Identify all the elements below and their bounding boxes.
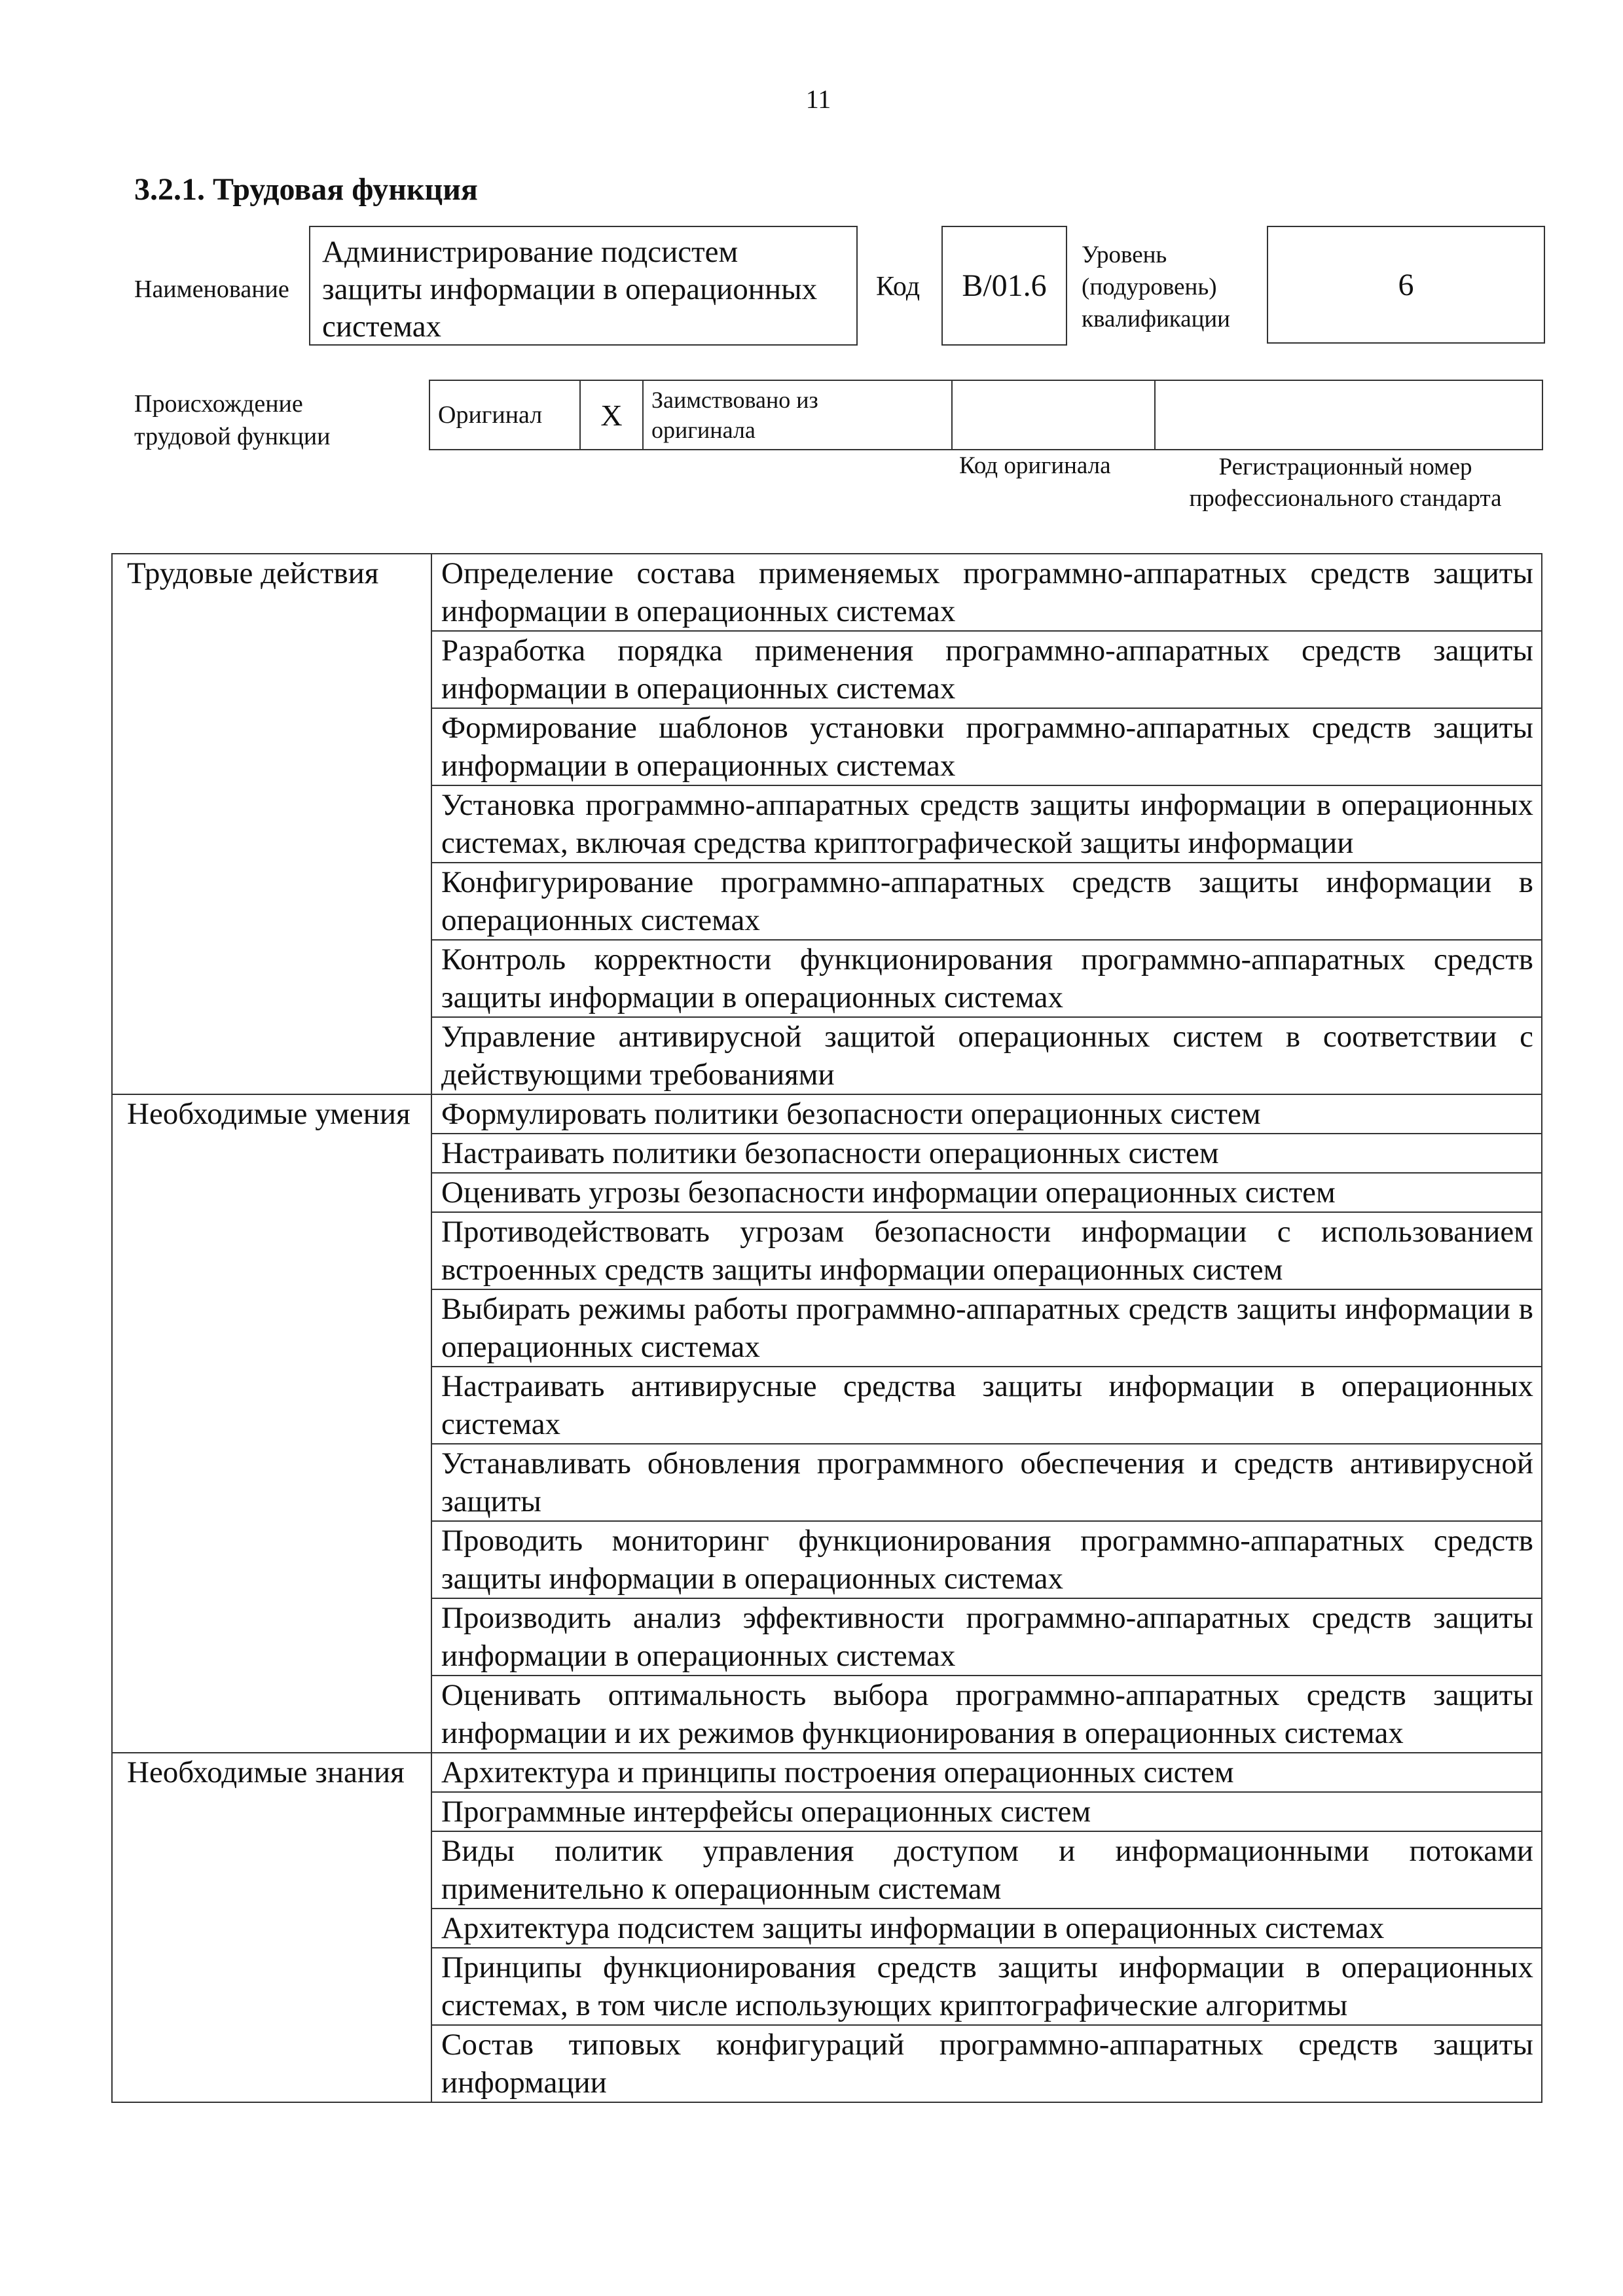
item-cell: Принципы функционирования средств защиты информации в операционных системах, в том числе использующих криптографические алгоритмы [431, 1948, 1542, 2025]
qualification-level-box: 6 [1267, 226, 1545, 344]
section-title: 3.2.1. Трудовая функция [134, 172, 478, 207]
table-row [112, 1753, 1542, 1792]
category-cell: Трудовые действия [112, 554, 431, 1094]
origin-code-cell [952, 380, 1155, 450]
item-cell: Настраивать антивирусные средства защиты информации в операционных системах [431, 1367, 1542, 1444]
table-row [112, 1094, 1542, 1134]
item-cell: Определение состава применяемых программно-аппаратных средств защиты информации в операционных системах [431, 554, 1542, 631]
item-cell: Архитектура подсистем защиты информации в операционных системах [431, 1909, 1542, 1948]
original-code-caption: Код оригинала [959, 452, 1111, 479]
item-cell: Архитектура и принципы построения операционных систем [431, 1753, 1542, 1792]
function-code-box: B/01.6 [941, 226, 1067, 346]
level-label-line-2: (подуровень) [1082, 274, 1217, 300]
origin-label-line-2: трудовой функции [134, 423, 331, 450]
labor-function-table-body [112, 554, 1542, 2102]
level-label-line-3: квалификации [1082, 306, 1230, 332]
item-cell: Разработка порядка применения программно-аппаратных средств защиты информации в операционных системах [431, 631, 1542, 708]
origin-original-mark: X [580, 380, 643, 450]
borrowed-line-1: Заимствовано из [651, 387, 818, 413]
registration-number-caption [1162, 452, 1529, 514]
labor-function-table [111, 553, 1542, 2103]
reg-caption-line-1: Регистрационный номер [1218, 454, 1472, 480]
name-label: Наименование [134, 276, 289, 303]
item-cell: Выбирать режимы работы программно-аппаратных средств защиты информации в операционных системах [431, 1289, 1542, 1367]
origin-borrowed-cell [643, 380, 952, 450]
item-cell: Установка программно-аппаратных средств защиты информации в операционных системах, включая средства криптографической защиты информации [431, 785, 1542, 863]
reg-caption-line-2: профессионального стандарта [1189, 485, 1502, 512]
item-cell: Производить анализ эффективности программно-аппаратных средств защиты информации в операционных системах [431, 1598, 1542, 1676]
table-row [112, 554, 1542, 631]
function-name-box: Администрирование подсистем защиты информации в операционных системах [309, 226, 858, 346]
borrowed-line-2: оригинала [651, 417, 756, 443]
page-number: 11 [805, 84, 831, 114]
origin-label-line-1: Происхождение [134, 390, 303, 418]
category-cell: Необходимые знания [112, 1753, 431, 2102]
code-label: Код [876, 272, 921, 302]
item-cell: Состав типовых конфигураций программно-аппаратных средств защиты информации [431, 2025, 1542, 2102]
level-label-line-1: Уровень [1082, 242, 1167, 268]
qualification-level-label [1082, 239, 1230, 335]
item-cell: Настраивать политики безопасности операционных систем [431, 1134, 1542, 1173]
item-cell: Управление антивирусной защитой операционных систем в соответствии с действующими требованиями [431, 1017, 1542, 1094]
item-cell: Виды политик управления доступом и информационными потоками применительно к операционным системам [431, 1831, 1542, 1909]
item-cell: Проводить мониторинг функционирования программно-аппаратных средств защиты информации в операционных системах [431, 1521, 1542, 1598]
origin-original-cell: Оригинал [429, 380, 580, 450]
item-cell: Оценивать угрозы безопасности информации операционных систем [431, 1173, 1542, 1212]
item-cell: Формирование шаблонов установки программно-аппаратных средств защиты информации в операционных системах [431, 708, 1542, 785]
origin-label [134, 387, 331, 453]
item-cell: Программные интерфейсы операционных систем [431, 1792, 1542, 1831]
item-cell: Оценивать оптимальность выбора программно-аппаратных средств защиты информации и их режимов функционирования в операционных системах [431, 1676, 1542, 1753]
item-cell: Конфигурирование программно-аппаратных средств защиты информации в операционных системах [431, 863, 1542, 940]
origin-reg-number-cell [1155, 380, 1542, 450]
item-cell: Формулировать политики безопасности операционных систем [431, 1094, 1542, 1134]
category-cell: Необходимые умения [112, 1094, 431, 1753]
item-cell: Устанавливать обновления программного обеспечения и средств антивирусной защиты [431, 1444, 1542, 1521]
item-cell: Контроль корректности функционирования программно-аппаратных средств защиты информации в операционных системах [431, 940, 1542, 1017]
origin-table [429, 380, 1543, 450]
item-cell: Противодействовать угрозам безопасности информации с использованием встроенных средств защиты информации операционных систем [431, 1212, 1542, 1289]
